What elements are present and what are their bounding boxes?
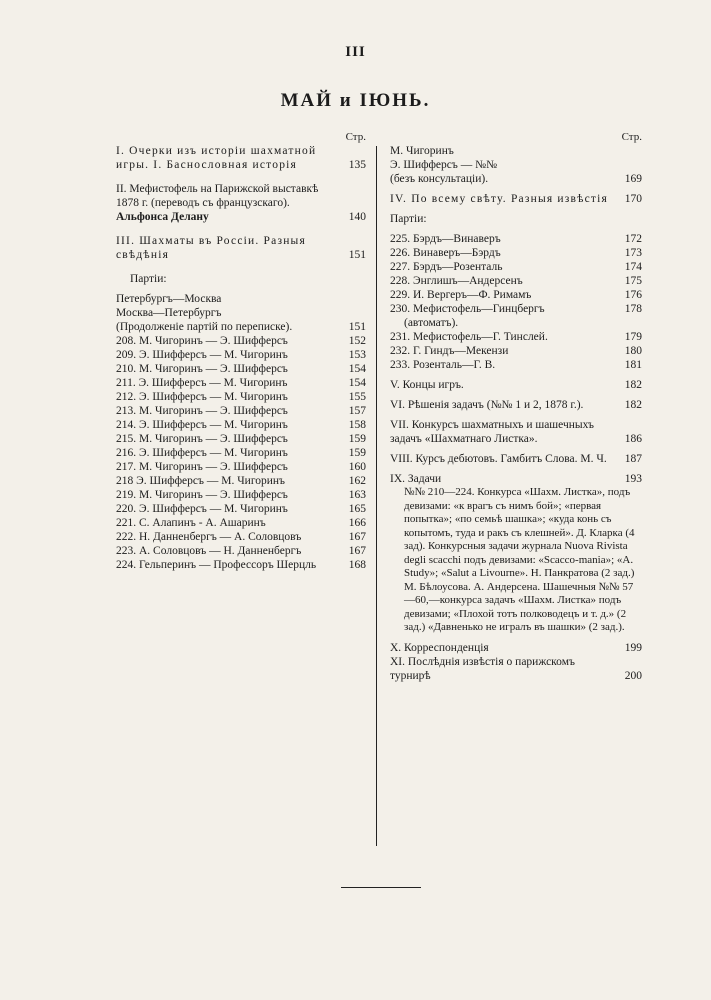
game-text: 232. Г. Гиндъ—Мекензи xyxy=(390,345,509,357)
game-page: 160 xyxy=(348,461,366,473)
game-page: 167 xyxy=(348,545,366,557)
game-text: 228. Энглишъ—Андерсенъ xyxy=(390,275,523,287)
game-entry xyxy=(116,404,366,418)
entry-text: IV. По всему свѣту. Разныя извѣстія xyxy=(390,193,609,205)
entry-page: 186 xyxy=(624,433,642,445)
game-page: 159 xyxy=(348,433,366,445)
toc-entry xyxy=(390,452,642,466)
game-entry xyxy=(116,474,366,488)
right-games-list xyxy=(390,232,642,316)
toc-entry xyxy=(116,292,366,334)
entry-text: II. Мефистофель на Парижской выставкѣ 1878 г. (переводъ съ французскаго). Альфонса Делану xyxy=(116,183,319,223)
game-page: 178 xyxy=(624,303,642,315)
game-entry xyxy=(390,288,642,302)
entry-text: М. Чигоринъ Э. Шифферсъ — №№ (безъ консультацiи). xyxy=(390,145,498,185)
game-text: 223. А. Соловцовъ — Н. Данненбергъ xyxy=(116,545,302,557)
toc-entry xyxy=(390,144,642,186)
game-page: 174 xyxy=(624,261,642,273)
game-text: 227. Бэрдъ—Розенталь xyxy=(390,261,503,273)
toc-entry xyxy=(390,418,642,446)
entry-text: IX. Задачи xyxy=(390,473,442,485)
game-text: 221. С. Алапинъ - А. Ашаринъ xyxy=(116,517,266,529)
toc-entry xyxy=(390,398,642,412)
page-column-label: Стр. xyxy=(345,131,366,143)
game-text: 218 Э. Шифферсъ — М. Чигоринъ xyxy=(116,475,286,487)
game-page: 154 xyxy=(348,363,366,375)
entry-page: 182 xyxy=(624,379,642,391)
toc-entry xyxy=(116,234,366,262)
game-entry xyxy=(116,502,366,516)
game-text: 231. Мефистофель—Г. Тинслей. xyxy=(390,331,548,343)
game-page: 181 xyxy=(624,359,642,371)
entry-page: 200 xyxy=(624,669,642,682)
entry-text: VII. Конкурсъ шахматныхъ и шашечныхъ задачъ «Шахматнаго Листка». xyxy=(390,419,594,445)
partii-label: Партіи: xyxy=(390,213,427,225)
bottom-rule xyxy=(341,887,421,888)
toc-right-column xyxy=(390,130,642,683)
game-entry xyxy=(116,418,366,432)
game-entry xyxy=(390,344,642,358)
toc-entry xyxy=(390,378,642,392)
game-entry xyxy=(116,334,366,348)
game-page: 173 xyxy=(624,247,642,259)
entry-text: VI. Рѣшенія задачъ (№№ 1 и 2, 1878 г.). xyxy=(390,399,584,411)
game-text: 233. Розенталь—Г. В. xyxy=(390,359,496,371)
column-divider xyxy=(376,146,377,846)
entry-page: 182 xyxy=(624,399,642,411)
game-entry xyxy=(116,460,366,474)
game-page: 159 xyxy=(348,447,366,459)
game-entry xyxy=(116,376,366,390)
game-text: 213. М. Чигоринъ — Э. Шифферсъ xyxy=(116,405,288,417)
game-page: 155 xyxy=(348,391,366,403)
entry-text: VIII. Курсъ дебютовъ. Гамбитъ Слова. М. Ч. xyxy=(390,453,607,465)
game-entry xyxy=(116,530,366,544)
entry-text: I. Очерки изъ исторіи шахматной игры. I. Баснословная исторія xyxy=(116,145,317,171)
entry-text: Петербургъ—Москва Москва—Петербургъ (Продолженіе партій по переписке). xyxy=(116,293,293,333)
entry-text: III. Шахматы въ Россiи. Разныя свѣдѣнія xyxy=(116,235,306,261)
game-entry xyxy=(390,358,642,372)
game-text: 216. Э. Шифферсъ — М. Чигоринъ xyxy=(116,447,288,459)
entry-page: 187 xyxy=(624,453,642,465)
game-page: 153 xyxy=(348,349,366,361)
game-text: 211. Э. Шифферсъ — М. Чигоринъ xyxy=(116,377,288,389)
game-entry xyxy=(116,446,366,460)
entry-text: X. Корреспонденція xyxy=(390,641,489,654)
entry-page: 135 xyxy=(348,159,366,171)
author-name: Альфонса Делану xyxy=(116,211,209,223)
game-text: 217. М. Чигоринъ — Э. Шифферсъ xyxy=(116,461,288,473)
game-entry xyxy=(116,362,366,376)
left-games-list xyxy=(116,334,366,572)
game-page: 176 xyxy=(624,289,642,301)
entry-page: 151 xyxy=(348,321,366,333)
game-text: 230. Мефистофель—Гинцбергъ xyxy=(390,303,545,315)
game-text: 208. М. Чигоринъ — Э. Шифферсъ xyxy=(116,335,288,347)
game-entry xyxy=(116,544,366,558)
entry-page: 193 xyxy=(624,473,642,485)
game-entry xyxy=(390,232,642,246)
game-page: 180 xyxy=(624,345,642,357)
game-page: 168 xyxy=(348,559,366,571)
game-entry xyxy=(116,390,366,404)
entry-page: 151 xyxy=(348,249,366,261)
game-text: 225. Бэрдъ—Винаверъ xyxy=(390,233,501,245)
game-text: 210. М. Чигоринъ — Э. Шифферсъ xyxy=(116,363,288,375)
game-text: 219. М. Чигоринъ — Э. Шифферсъ xyxy=(116,489,288,501)
game-entry xyxy=(390,246,642,260)
game-entry xyxy=(390,274,642,288)
game-text: 209. Э. Шифферсъ — М. Чигоринъ xyxy=(116,349,288,361)
game-entry xyxy=(116,348,366,362)
entry-text: XI. Послѣднія извѣстія о парижскомъ турнирѣ xyxy=(390,655,575,682)
game-entry xyxy=(116,558,366,572)
game-text: 222. Н. Данненбергъ — А. Соловцовъ xyxy=(116,531,302,543)
game-page: 154 xyxy=(348,377,366,389)
game-note: (автоматъ). xyxy=(404,317,459,329)
game-text: 214. Э. Шифферсъ — М. Чигоринъ xyxy=(116,419,288,431)
toc-entry xyxy=(390,192,642,206)
game-page: 163 xyxy=(348,489,366,501)
toc-entry xyxy=(390,472,642,486)
game-page: 162 xyxy=(348,475,366,487)
toc-entry xyxy=(390,641,642,655)
game-page: 175 xyxy=(624,275,642,287)
entry-page: 170 xyxy=(624,193,642,205)
toc-entry xyxy=(116,182,366,224)
entry-page: 140 xyxy=(348,211,366,223)
entry-page: 199 xyxy=(624,641,642,654)
game-page: 158 xyxy=(348,419,366,431)
game-text: 220. Э. Шифферсъ — М. Чигоринъ xyxy=(116,503,288,515)
game-page: 179 xyxy=(624,331,642,343)
game-text: 212. Э. Шифферсъ — М. Чигоринъ xyxy=(116,391,288,403)
game-entry xyxy=(390,260,642,274)
toc-entry xyxy=(390,655,642,683)
game-page: 152 xyxy=(348,335,366,347)
right-games-list-2 xyxy=(390,330,642,372)
entry-text: V. Концы игръ. xyxy=(390,379,464,391)
game-text: 229. И. Вергеръ—Ф. Римамъ xyxy=(390,289,532,301)
game-entry xyxy=(390,302,642,316)
page-number: III xyxy=(345,44,366,60)
game-text: 226. Винаверъ—Бэрдъ xyxy=(390,247,501,259)
game-page: 157 xyxy=(348,405,366,417)
game-entry xyxy=(116,516,366,530)
entry-page: 169 xyxy=(624,173,642,185)
game-entry xyxy=(116,488,366,502)
game-entry xyxy=(390,330,642,344)
game-entry xyxy=(116,432,366,446)
game-text: 215. М. Чигоринъ — Э. Шифферсъ xyxy=(116,433,288,445)
page-column-label: Стр. xyxy=(621,131,642,143)
page-title: МАЙ и IЮНЬ. xyxy=(280,90,431,111)
game-text: 224. Гельперинъ — Профессоръ Шерцль xyxy=(116,559,317,571)
problems-description: №№ 210—224. Конкурса «Шахм. Листка», подъ девизами: «к врагъ съ нимъ бой»; «первая попытка»; «по семьѣ шашка»; «куда конь съ копытомъ, туда и ракъ съ клешней». Д. Кларка (4 зад). Конкурсныя задачи журнала Nuova Rivista degli scacchi подъ девизами: «Scacco-mania»; «А. Study»; «Salut a Livourne». Н. Панкратова (2 зад.) М. Бѣлоусова. А. Андерсена. Шашечныя №№ 57—60,—конкурса задачъ «Шахм. Листка» подъ девизами; «Плохой тотъ полководецъ и т. д.» (2 зад.) «Давненько не игралъ въ шашки» (2 зад.). xyxy=(404,486,635,633)
toc-entry xyxy=(116,144,366,172)
game-page: 165 xyxy=(348,503,366,515)
game-page: 166 xyxy=(348,517,366,529)
toc-left-column xyxy=(116,130,366,572)
partii-label: Партіи: xyxy=(130,273,167,285)
game-page: 172 xyxy=(624,233,642,245)
game-page: 167 xyxy=(348,531,366,543)
